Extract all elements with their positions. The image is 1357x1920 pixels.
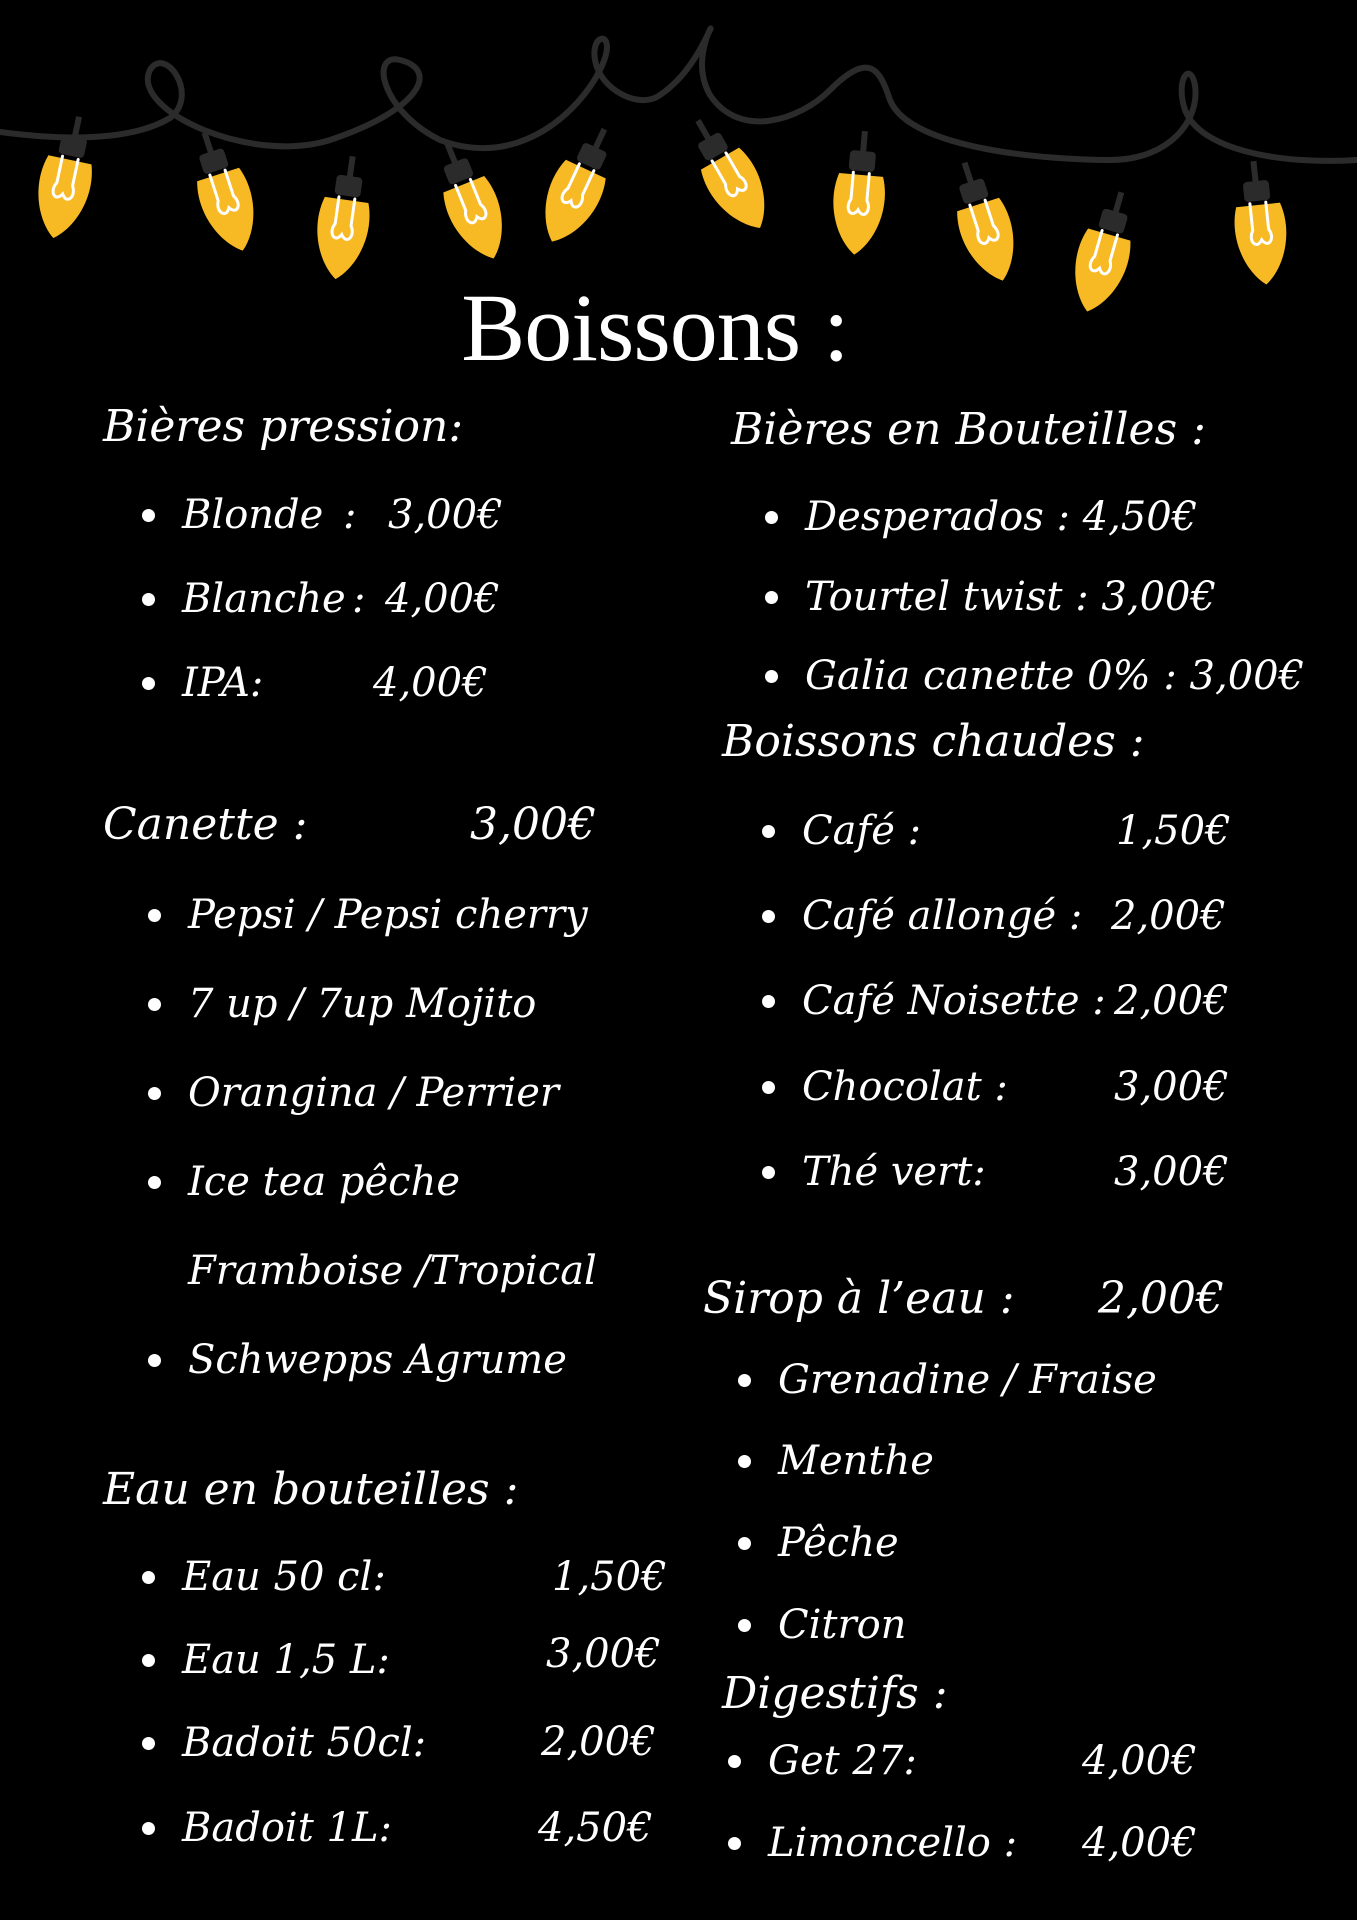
item-name: Limoncello : xyxy=(768,1820,1018,1866)
bullet xyxy=(148,1087,161,1100)
list-item xyxy=(182,1720,427,1766)
item-name: Café Noisette : xyxy=(802,978,1106,1024)
item-name: Chocolat : xyxy=(802,1064,1008,1110)
item-price: 4,50€ xyxy=(538,1805,653,1851)
item-price: 1,50€ xyxy=(1116,808,1231,854)
list-item xyxy=(182,660,264,706)
list-item xyxy=(182,1805,392,1851)
bullet xyxy=(142,509,155,522)
bullet xyxy=(148,909,161,922)
item-name: Café : xyxy=(802,808,922,854)
list-item xyxy=(802,1064,1008,1110)
bullet xyxy=(142,1822,155,1835)
bullet xyxy=(762,995,775,1008)
bullet xyxy=(762,910,775,923)
section-heading-bieres-bouteilles: Bières en Bouteilles : xyxy=(731,404,1206,455)
item-name: Pepsi / Pepsi cherry xyxy=(188,892,588,938)
list-item xyxy=(802,808,922,854)
item-price: 2,00€ xyxy=(1111,893,1226,939)
item-name: Eau 50 cl: xyxy=(182,1554,386,1600)
section-heading-bieres-pression: Bières pression: xyxy=(103,401,464,452)
item-name: Eau 1,5 L: xyxy=(182,1637,390,1683)
list-item xyxy=(182,1637,390,1683)
light-bulb-icon xyxy=(676,108,782,241)
bullet xyxy=(142,1737,155,1750)
item-separator: : xyxy=(352,576,366,622)
bullet xyxy=(728,1755,741,1768)
list-item xyxy=(768,1738,917,1784)
list-item xyxy=(182,576,346,622)
list-item xyxy=(802,978,1106,1024)
item-separator: : xyxy=(343,492,357,538)
item-name: Ice tea pêche xyxy=(188,1159,461,1205)
light-bulb-icon xyxy=(28,111,104,243)
list-item xyxy=(778,1520,899,1566)
list-item xyxy=(802,893,1083,939)
page-title: Boissons : xyxy=(461,274,849,381)
list-item xyxy=(805,653,1305,699)
section-heading-eau: Eau en bouteilles : xyxy=(103,1464,519,1515)
bullet xyxy=(142,593,155,606)
list-item-continuation: Framboise /Tropical xyxy=(188,1248,597,1294)
item-name: 7 up / 7up Mojito xyxy=(188,981,537,1027)
item-name: Citron xyxy=(778,1602,907,1648)
bullet xyxy=(738,1619,751,1632)
section-heading-canette: Canette : xyxy=(103,799,308,850)
list-item xyxy=(188,1159,461,1205)
item-price: 4,00€ xyxy=(1082,1738,1197,1784)
list-item xyxy=(188,1337,567,1383)
list-item xyxy=(805,574,1216,620)
item-name: Badoit 1L: xyxy=(182,1805,392,1851)
list-item xyxy=(188,892,588,938)
bullet xyxy=(148,998,161,1011)
bullet xyxy=(762,1166,775,1179)
bullet xyxy=(738,1455,751,1468)
bullet xyxy=(142,1571,155,1584)
section-heading-boissons-chaudes: Boissons chaudes : xyxy=(722,716,1145,767)
section-heading-digestifs: Digestifs : xyxy=(722,1668,948,1719)
item-price: 4,00€ xyxy=(385,576,500,622)
item-name: Thé vert: xyxy=(802,1149,986,1195)
item-price: 1,50€ xyxy=(552,1554,667,1600)
item-name: Orangina / Perrier xyxy=(188,1070,560,1116)
section-heading-sirop: Sirop à l’eau : xyxy=(703,1273,1015,1324)
item-price: 3,00€ xyxy=(388,492,503,538)
list-item xyxy=(778,1602,907,1648)
bullet xyxy=(765,670,778,683)
bullet xyxy=(738,1374,751,1387)
list-item xyxy=(802,1149,986,1195)
light-bulb-icon xyxy=(829,129,891,257)
item-name: Galia canette 0% : 3,00€ xyxy=(805,653,1305,699)
item-name: Badoit 50cl: xyxy=(182,1720,427,1766)
light-bulb-icon xyxy=(1228,159,1292,288)
item-name: Desperados : 4,50€ xyxy=(805,494,1198,540)
item-name: Café allongé : xyxy=(802,893,1083,939)
list-item xyxy=(182,492,324,538)
list-item xyxy=(188,981,537,1027)
item-price: 4,00€ xyxy=(373,660,488,706)
list-item xyxy=(778,1357,1157,1403)
light-bulb-icon xyxy=(310,153,378,283)
item-name: Grenadine / Fraise xyxy=(778,1357,1157,1403)
item-price: 2,00€ xyxy=(541,1719,656,1765)
item-name: Blanche xyxy=(182,576,346,622)
item-name: Pêche xyxy=(778,1520,899,1566)
item-name: Get 27: xyxy=(768,1738,917,1784)
item-price: 3,00€ xyxy=(546,1631,661,1677)
light-bulb-icon xyxy=(529,118,628,252)
bullet xyxy=(728,1837,741,1850)
bullet xyxy=(765,511,778,524)
bullet xyxy=(738,1537,751,1550)
list-item xyxy=(182,1554,386,1600)
bullet xyxy=(762,825,775,838)
item-name: Blonde xyxy=(182,492,324,538)
bullet xyxy=(765,591,778,604)
bullet xyxy=(142,677,155,690)
bullet xyxy=(762,1081,775,1094)
section-price: 2,00€ xyxy=(1098,1273,1224,1324)
list-item xyxy=(778,1438,934,1484)
light-bulb-icon xyxy=(940,155,1027,289)
list-item xyxy=(805,494,1198,540)
item-price: 3,00€ xyxy=(1114,1149,1229,1195)
light-bulb-icon xyxy=(424,134,518,268)
item-price: 2,00€ xyxy=(1114,978,1229,1024)
item-name: Tourtel twist : 3,00€ xyxy=(805,574,1216,620)
section-price: 3,00€ xyxy=(470,799,596,850)
list-item xyxy=(768,1820,1018,1866)
item-name: IPA: xyxy=(182,660,264,706)
item-price: 4,00€ xyxy=(1082,1820,1197,1866)
bullet xyxy=(142,1654,155,1667)
list-item xyxy=(188,1070,560,1116)
item-name: Menthe xyxy=(778,1438,934,1484)
item-name: Schwepps Agrume xyxy=(188,1337,567,1383)
bullet xyxy=(148,1176,161,1189)
bullet xyxy=(148,1354,161,1367)
item-price: 3,00€ xyxy=(1114,1064,1229,1110)
